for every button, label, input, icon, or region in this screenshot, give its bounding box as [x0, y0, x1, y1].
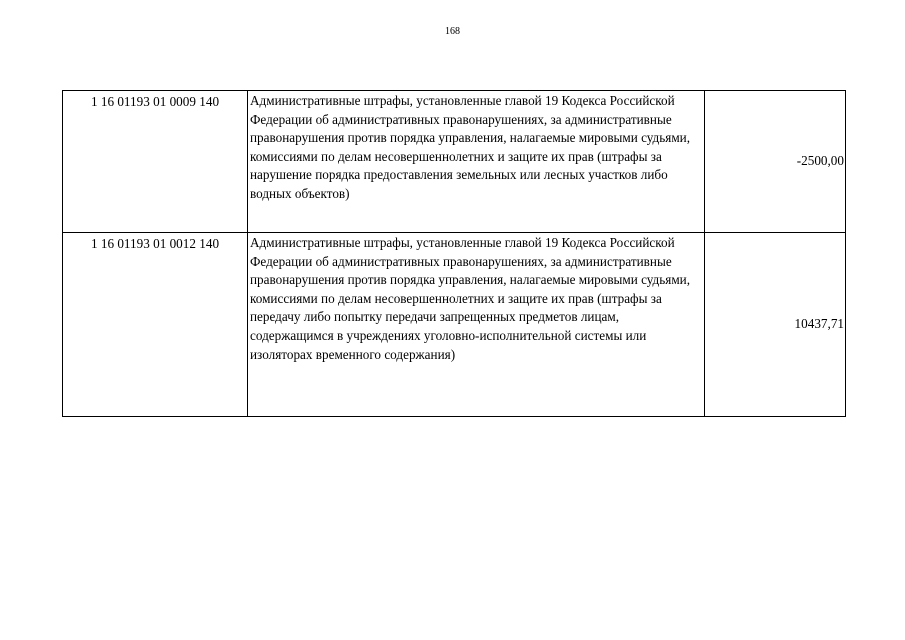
page-number: 168: [445, 26, 460, 37]
description-cell: Административные штрафы, установленные главой 19 Кодекса Российской Федерации об административных правонарушениях, за административные правонарушения против порядка управления, налагаемые мировыми судьями, комиссиями по делам несовершеннолетних и защите их прав (штрафы за нарушение порядка предоставления земельных или лесных участков либо водных объектов): [248, 91, 705, 233]
table-row: [63, 233, 846, 417]
budget-table: [62, 90, 846, 417]
classification-code-cell: 1 16 01193 01 0009 140: [63, 91, 248, 233]
classification-code-cell: 1 16 01193 01 0012 140: [63, 233, 248, 417]
amount-cell: 10437,71: [705, 233, 846, 417]
amount-cell: -2500,00: [705, 91, 846, 233]
table-row: [63, 91, 846, 233]
description-cell: Административные штрафы, установленные главой 19 Кодекса Российской Федерации об административных правонарушениях, за административные правонарушения против порядка управления, налагаемые мировыми судьями, комиссиями по делам несовершеннолетних и защите их прав (штрафы за передачу либо попытку передачи запрещенных предметов лицам, содержащимся в учреждениях уголовно-исполнительной системы или изоляторах временного содержания): [248, 233, 705, 417]
